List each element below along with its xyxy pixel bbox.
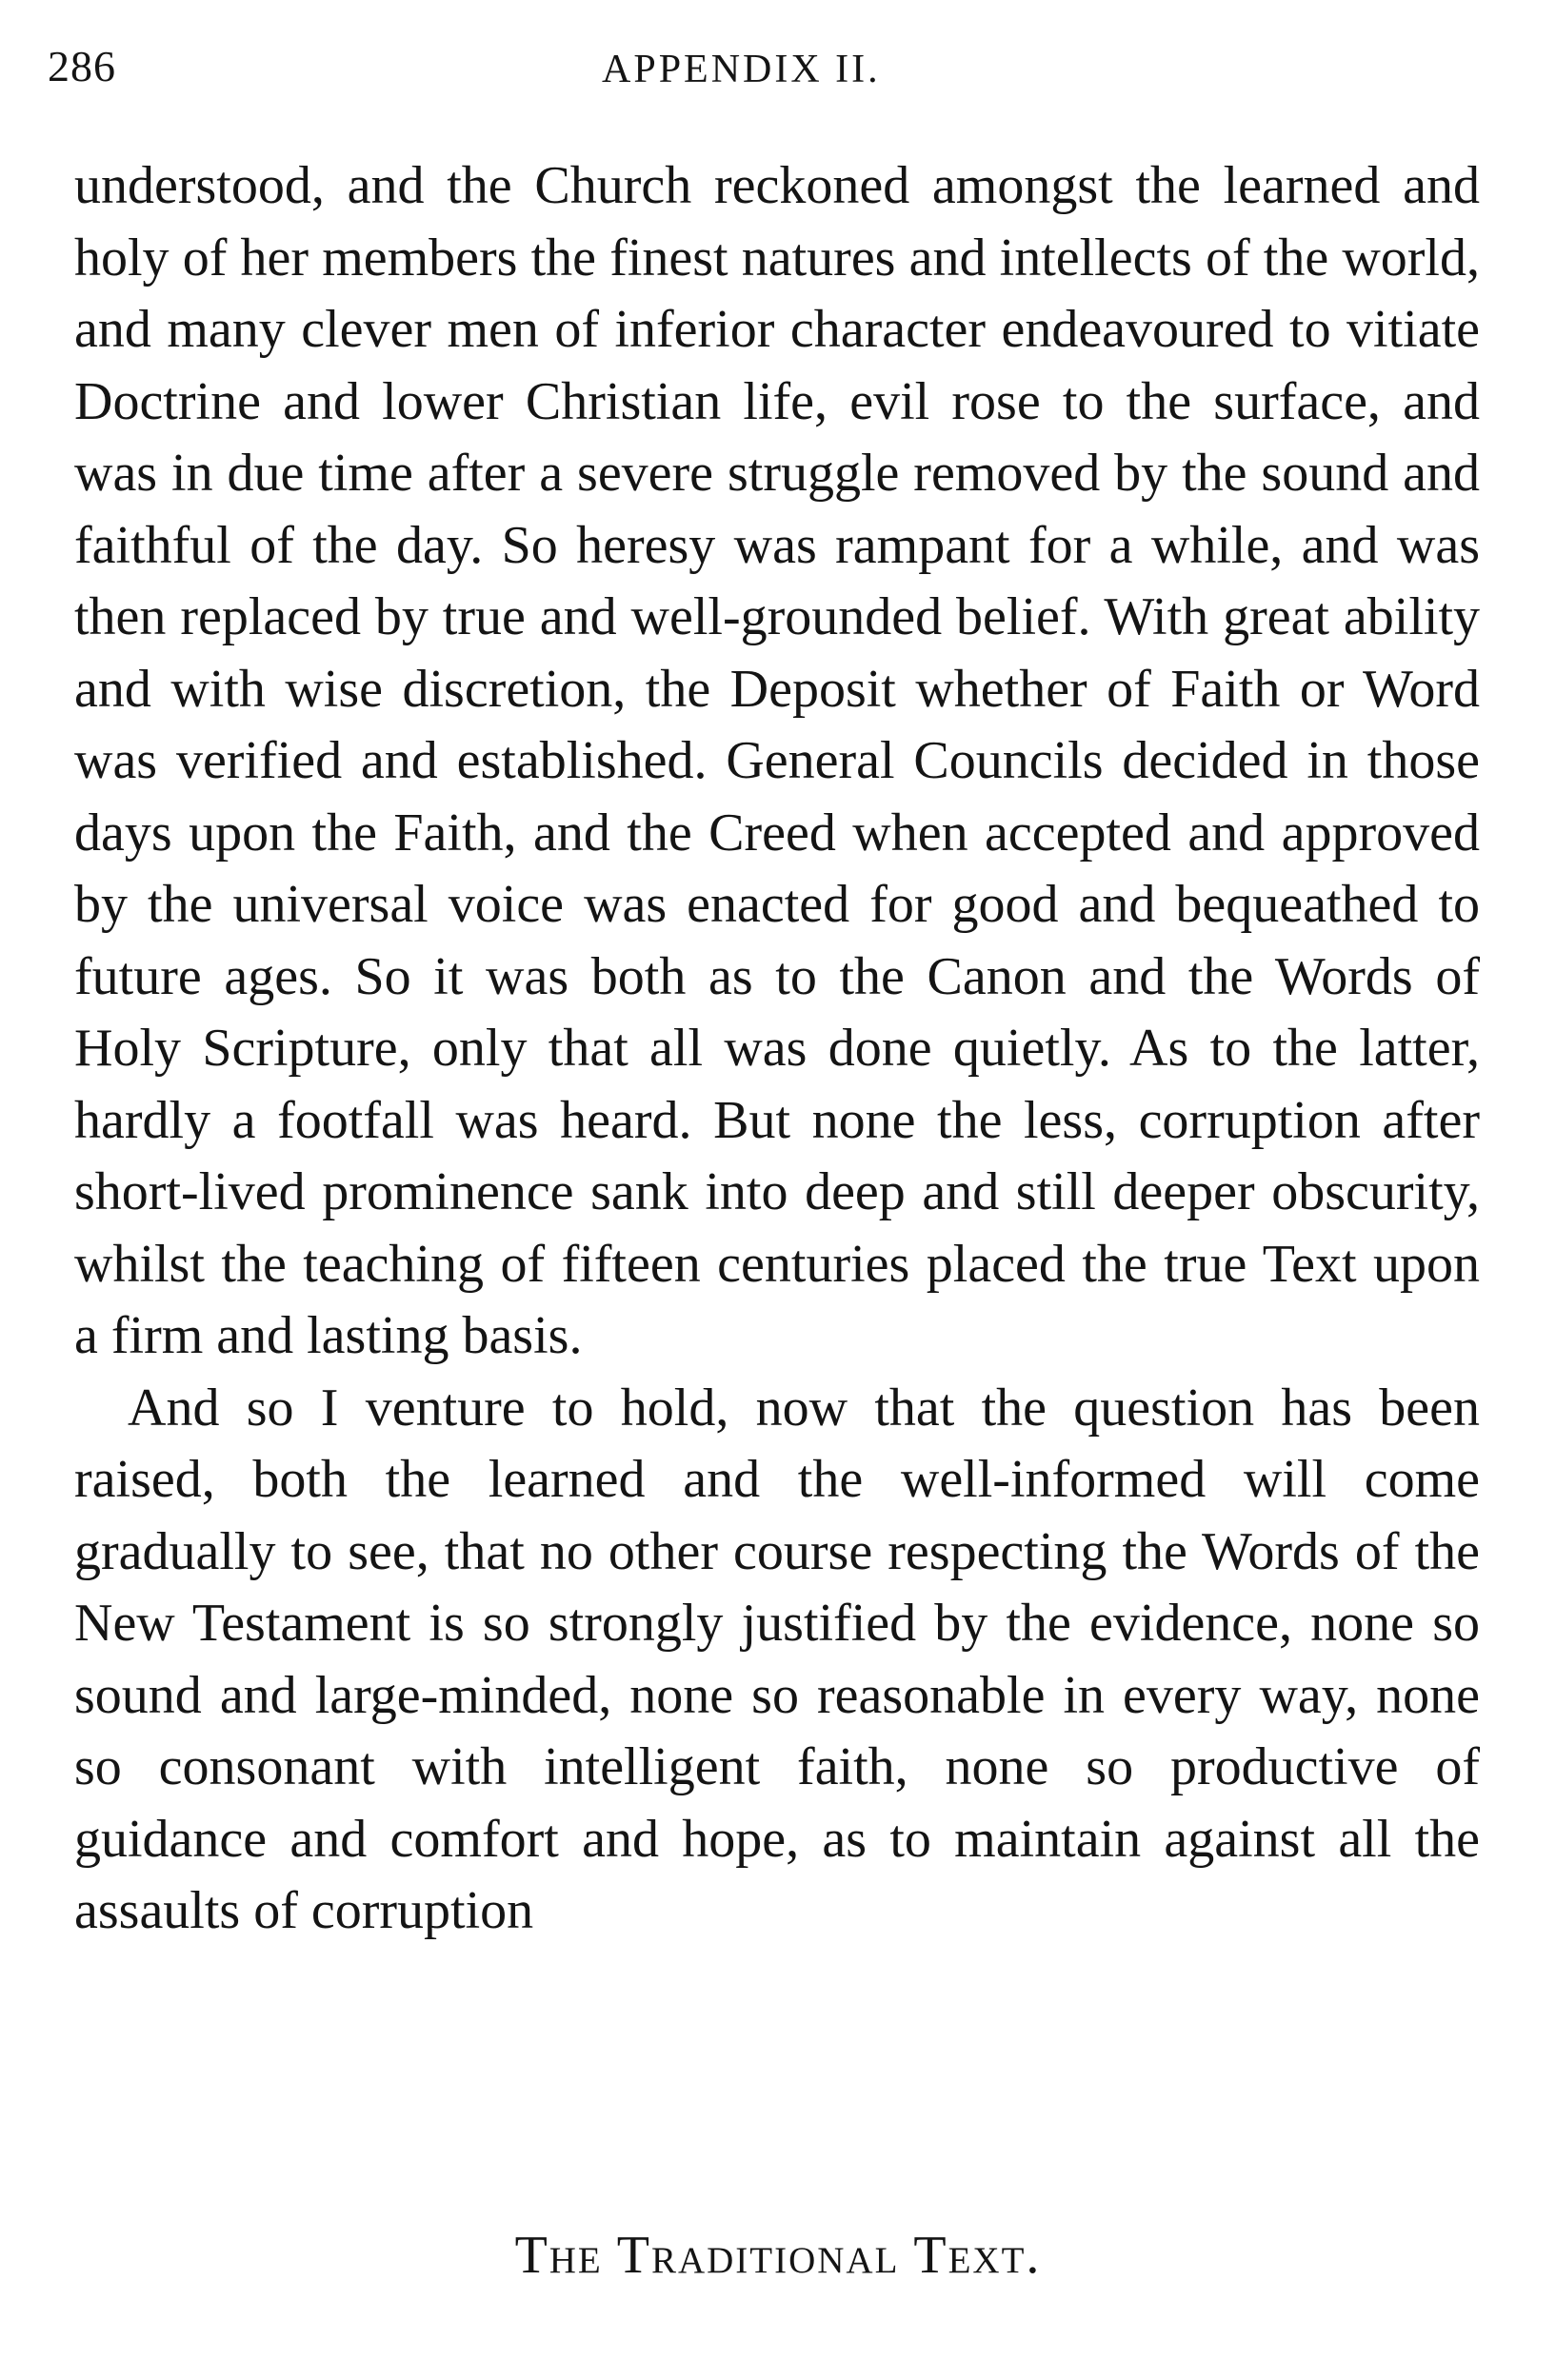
- paragraph-conclusion: And so I venture to hold, now that the question has been raised, both the learned and the well-informed will come gradually to see, that no other course respecting the Words of the New Testament is so strongly justified by the evidence, none so sound and large-minded, none so reasonable in every way, none so consonant with intelligent faith, none so productive of guidance and comfort and hope, as to maintain against all the assaults of corruption: [74, 1378, 1480, 1940]
- body-text: [74, 150, 1480, 1948]
- paragraph-continuation: understood, and the Church reckoned amongst the learned and holy of her members the finest natures and intellects of the world, and many clever men of inferior character endeavoured to vitiate Doctrine and lower Christian life, evil rose to the surface, and was in due time after a severe struggle removed by the sound and faithful of the day. So heresy was rampant for a while, and was then replaced by true and well-grounded belief. With great ability and with wise discretion, the Deposit whether of Faith or Word was verified and established. General Councils decided in those days upon the Faith, and the Creed when accepted and approved by the universal voice was enacted for good and bequeathed to future ages. So it was both as to the Canon and the Words of Holy Scripture, only that all was done quietly. As to the latter, hardly a footfall was heard. But none the less, corruption after short-lived prominence sank into deep and still deeper obscurity, whilst the teaching of fifteen centuries placed the true Text upon a firm and lasting basis.: [74, 156, 1480, 1365]
- closing-heading: The Traditional Text.: [514, 2226, 1042, 2285]
- running-head: APPENDIX II.: [602, 48, 881, 91]
- page-number: 286: [48, 42, 116, 90]
